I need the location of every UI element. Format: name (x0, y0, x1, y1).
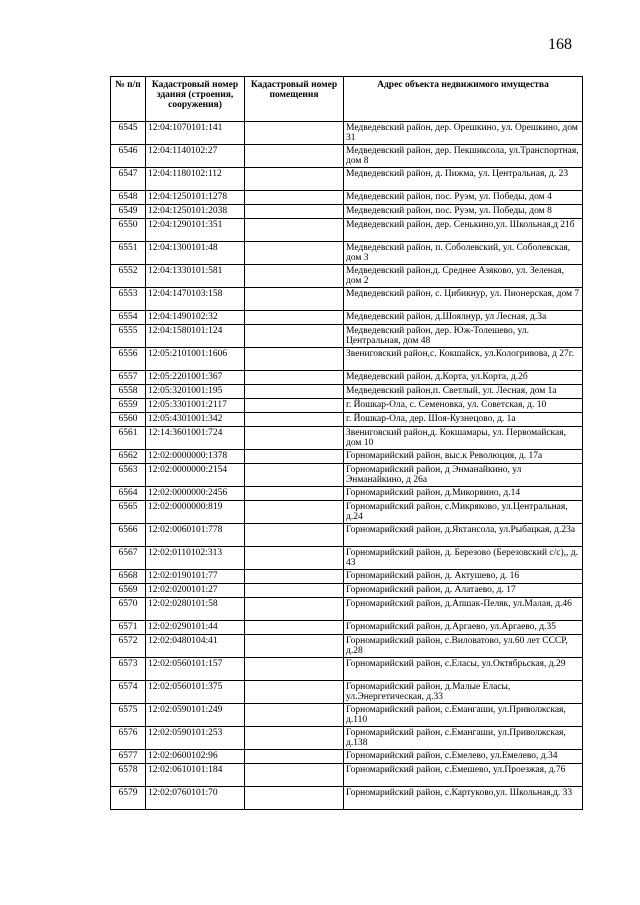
address-cell: Звениговский район,д. Кокшамары, ул. Первомайская, дом 10 (344, 427, 583, 450)
room-cadastral-number-cell (245, 265, 344, 288)
row-number-cell: 6579 (111, 787, 146, 810)
table-row (111, 704, 583, 727)
row-number-cell: 6561 (111, 427, 146, 450)
address-cell: Горномарийский район, с.Емелево, ул.Емелево, д.34 (344, 750, 583, 764)
building-cadastral-number-cell: 12:02:0000000:1378 (146, 450, 245, 464)
address-cell: Горномарийский район, д.Апшак-Пеляк, ул.Малая, д.46 (344, 598, 583, 621)
building-cadastral-number-cell: 12:05:4301001:342 (146, 413, 245, 427)
room-cadastral-number-cell (245, 524, 344, 547)
row-number-cell: 6548 (111, 191, 146, 205)
address-cell: Горномарийский район, выс.к Революция, д. 17а (344, 450, 583, 464)
table-row (111, 371, 583, 385)
building-cadastral-number-cell: 12:04:1140102:27 (146, 145, 245, 168)
row-number-cell: 6569 (111, 584, 146, 598)
building-cadastral-number-cell: 12:02:0480104:41 (146, 635, 245, 658)
building-cadastral-number-cell: 12:05:2201001:367 (146, 371, 245, 385)
building-cadastral-number-cell: 12:04:1250101:1278 (146, 191, 245, 205)
table-row (111, 501, 583, 524)
room-cadastral-number-cell (245, 348, 344, 371)
room-cadastral-number-cell (245, 487, 344, 501)
table-row (111, 191, 583, 205)
address-cell: Медведевский район, дер. Пекшиксола, ул.Транспортная, дом 8 (344, 145, 583, 168)
row-number-cell: 6570 (111, 598, 146, 621)
table-row (111, 584, 583, 598)
building-cadastral-number-cell: 12:02:0190101:77 (146, 570, 245, 584)
room-cadastral-number-cell (245, 764, 344, 787)
address-cell: Горномарийский район, д.Малые Еласы, ул.Энергетическая, д.33 (344, 681, 583, 704)
row-number-cell: 6573 (111, 658, 146, 681)
row-number-cell: 6562 (111, 450, 146, 464)
building-cadastral-number-cell: 12:05:2101001:1606 (146, 348, 245, 371)
row-number-cell: 6545 (111, 122, 146, 145)
header-address: Адрес объекта недвижимого имущества (344, 77, 583, 122)
header-room-cadastral-number: Кадастровый номер помещения (245, 77, 344, 122)
table-row (111, 399, 583, 413)
building-cadastral-number-cell: 12:02:0590101:249 (146, 704, 245, 727)
building-cadastral-number-cell: 12:04:1580101:124 (146, 325, 245, 348)
building-cadastral-number-cell: 12:02:0060101:778 (146, 524, 245, 547)
address-cell: Горномарийский район, с.Виловатово, ул.60 лет СССР, д.28 (344, 635, 583, 658)
building-cadastral-number-cell: 12:04:1250101:2038 (146, 205, 245, 219)
room-cadastral-number-cell (245, 385, 344, 399)
table-row (111, 464, 583, 487)
table-row (111, 168, 583, 191)
row-number-cell: 6564 (111, 487, 146, 501)
table-row (111, 787, 583, 810)
room-cadastral-number-cell (245, 570, 344, 584)
room-cadastral-number-cell (245, 635, 344, 658)
table-row (111, 524, 583, 547)
table-row (111, 413, 583, 427)
table-row (111, 621, 583, 635)
building-cadastral-number-cell: 12:02:0200101:27 (146, 584, 245, 598)
table-row (111, 635, 583, 658)
row-number-cell: 6550 (111, 219, 146, 242)
row-number-cell: 6558 (111, 385, 146, 399)
room-cadastral-number-cell (245, 205, 344, 219)
row-number-cell: 6576 (111, 727, 146, 750)
address-cell: Медведевский район, дер. Орешкино, ул. Орешкино, дом 31 (344, 122, 583, 145)
room-cadastral-number-cell (245, 288, 344, 311)
building-cadastral-number-cell: 12:04:1470103:158 (146, 288, 245, 311)
address-cell: г. Йошкар-Ола, дер. Шоя-Кузнецово, д. 1а (344, 413, 583, 427)
address-cell: Медведевский район, пос. Руэм, ул. Победы, дом 8 (344, 205, 583, 219)
building-cadastral-number-cell: 12:02:0280101:58 (146, 598, 245, 621)
row-number-cell: 6549 (111, 205, 146, 219)
room-cadastral-number-cell (245, 371, 344, 385)
row-number-cell: 6575 (111, 704, 146, 727)
address-cell: Медведевский район, пос. Руэм, ул. Победы, дом 4 (344, 191, 583, 205)
address-cell: Горномарийский район, д. Актушево, д. 16 (344, 570, 583, 584)
table-row (111, 348, 583, 371)
row-number-cell: 6571 (111, 621, 146, 635)
row-number-cell: 6556 (111, 348, 146, 371)
table-row (111, 727, 583, 750)
room-cadastral-number-cell (245, 598, 344, 621)
address-cell: Медведевский район,д. Среднее Азяково, ул. Зеленая, дом 2 (344, 265, 583, 288)
table-row (111, 764, 583, 787)
building-cadastral-number-cell: 12:02:0560101:157 (146, 658, 245, 681)
building-cadastral-number-cell: 12:05:3301001:2117 (146, 399, 245, 413)
header-building-cadastral-number: Кадастровый номер здания (строения, сооружения) (146, 77, 245, 122)
table-row (111, 145, 583, 168)
room-cadastral-number-cell (245, 145, 344, 168)
table-row (111, 122, 583, 145)
row-number-cell: 6554 (111, 311, 146, 325)
building-cadastral-number-cell: 12:02:0600102:96 (146, 750, 245, 764)
address-cell: Горномарийский район, д.Аргаево, ул.Аргаево, д.35 (344, 621, 583, 635)
address-cell: Горномарийский район, с.Картуково,ул. Школьная,д. 33 (344, 787, 583, 810)
table-row (111, 311, 583, 325)
address-cell: Медведевский район, д. Пижма, ул. Центральная, д. 23 (344, 168, 583, 191)
table-row (111, 325, 583, 348)
room-cadastral-number-cell (245, 122, 344, 145)
table-row (111, 385, 583, 399)
room-cadastral-number-cell (245, 168, 344, 191)
row-number-cell: 6578 (111, 764, 146, 787)
address-cell: Горномарийский район, д.Микорвино, д.14 (344, 487, 583, 501)
row-number-cell: 6565 (111, 501, 146, 524)
room-cadastral-number-cell (245, 658, 344, 681)
room-cadastral-number-cell (245, 727, 344, 750)
table-row (111, 450, 583, 464)
table-body (111, 122, 583, 810)
building-cadastral-number-cell: 12:02:0590101:253 (146, 727, 245, 750)
room-cadastral-number-cell (245, 464, 344, 487)
row-number-cell: 6551 (111, 242, 146, 265)
table-row (111, 750, 583, 764)
table-row (111, 547, 583, 570)
building-cadastral-number-cell: 12:04:1490102:32 (146, 311, 245, 325)
row-number-cell: 6560 (111, 413, 146, 427)
address-cell: Горномарийский район, д. Березово (Березовский с/с),, д. 43 (344, 547, 583, 570)
room-cadastral-number-cell (245, 621, 344, 635)
table-row (111, 265, 583, 288)
room-cadastral-number-cell (245, 501, 344, 524)
table-row (111, 598, 583, 621)
room-cadastral-number-cell (245, 191, 344, 205)
table-row (111, 219, 583, 242)
property-register-table (110, 76, 583, 810)
room-cadastral-number-cell (245, 427, 344, 450)
page-number: 168 (548, 36, 572, 53)
address-cell: Горномарийский район, д.Яктансола, ул.Рыбацкая, д.23а (344, 524, 583, 547)
table-row (111, 487, 583, 501)
building-cadastral-number-cell: 12:02:0000000:2154 (146, 464, 245, 487)
building-cadastral-number-cell: 12:02:0290101:44 (146, 621, 245, 635)
row-number-cell: 6574 (111, 681, 146, 704)
room-cadastral-number-cell (245, 219, 344, 242)
address-cell: Медведевский район,п. Светлый, ул. Лесная, дом 1а (344, 385, 583, 399)
building-cadastral-number-cell: 12:05:3201001:195 (146, 385, 245, 399)
table-row (111, 427, 583, 450)
row-number-cell: 6559 (111, 399, 146, 413)
table-row (111, 570, 583, 584)
row-number-cell: 6553 (111, 288, 146, 311)
row-number-cell: 6552 (111, 265, 146, 288)
address-cell: Горномарийский район, д. Алатаево, д. 17 (344, 584, 583, 598)
address-cell: Медведевский район, дер. Сенькино,ул. Школьная,д 21б (344, 219, 583, 242)
row-number-cell: 6568 (111, 570, 146, 584)
building-cadastral-number-cell: 12:02:0610101:184 (146, 764, 245, 787)
table-row (111, 658, 583, 681)
room-cadastral-number-cell (245, 242, 344, 265)
address-cell: Медведевский район, дер. Юж-Толешево, ул. Центральная, дом 48 (344, 325, 583, 348)
header-row-number: № п/п (111, 77, 146, 122)
room-cadastral-number-cell (245, 311, 344, 325)
row-number-cell: 6572 (111, 635, 146, 658)
row-number-cell: 6577 (111, 750, 146, 764)
building-cadastral-number-cell: 12:04:1300101:48 (146, 242, 245, 265)
row-number-cell: 6563 (111, 464, 146, 487)
row-number-cell: 6547 (111, 168, 146, 191)
address-cell: Горномарийский район, с.Емангаши, ул.Приволжская, д.110 (344, 704, 583, 727)
building-cadastral-number-cell: 12:02:0760101:70 (146, 787, 245, 810)
table-row (111, 288, 583, 311)
room-cadastral-number-cell (245, 704, 344, 727)
building-cadastral-number-cell: 12:04:1180102:112 (146, 168, 245, 191)
address-cell: Медведевский район, д.Шоялнур, ул Лесная, д.3а (344, 311, 583, 325)
room-cadastral-number-cell (245, 584, 344, 598)
building-cadastral-number-cell: 12:02:0000000:819 (146, 501, 245, 524)
address-cell: г. Йошкар-Ола, с. Семеновка, ул. Советская, д. 10 (344, 399, 583, 413)
building-cadastral-number-cell: 12:14:3601001:724 (146, 427, 245, 450)
room-cadastral-number-cell (245, 325, 344, 348)
address-cell: Горномарийский район, с.Емангаши, ул.Приволжская, д.138 (344, 727, 583, 750)
address-cell: Горномарийский район, с.Еласы, ул.Октябрьская, д.29 (344, 658, 583, 681)
table-row (111, 242, 583, 265)
table-header-row (111, 77, 583, 122)
room-cadastral-number-cell (245, 413, 344, 427)
address-cell: Звениговский район,с. Кокшайск, ул.Кологривова, д 27г. (344, 348, 583, 371)
row-number-cell: 6555 (111, 325, 146, 348)
room-cadastral-number-cell (245, 547, 344, 570)
room-cadastral-number-cell (245, 750, 344, 764)
building-cadastral-number-cell: 12:04:1330101:581 (146, 265, 245, 288)
address-cell: Горномарийский район, с.Микряково, ул.Центральная, д.24 (344, 501, 583, 524)
address-cell: Горномарийский район, д Энманайкино, ул Энманайкино, д 26а (344, 464, 583, 487)
row-number-cell: 6557 (111, 371, 146, 385)
row-number-cell: 6567 (111, 547, 146, 570)
address-cell: Медведевский район, с. Цибикнур, ул. Пионерская, дом 7 (344, 288, 583, 311)
building-cadastral-number-cell: 12:02:0110102:313 (146, 547, 245, 570)
room-cadastral-number-cell (245, 450, 344, 464)
row-number-cell: 6546 (111, 145, 146, 168)
address-cell: Медведевский район, п. Соболевский, ул. Соболевская, дом 3 (344, 242, 583, 265)
room-cadastral-number-cell (245, 399, 344, 413)
building-cadastral-number-cell: 12:02:0000000:2456 (146, 487, 245, 501)
building-cadastral-number-cell: 12:04:1290101:351 (146, 219, 245, 242)
room-cadastral-number-cell (245, 681, 344, 704)
building-cadastral-number-cell: 12:04:1070101:141 (146, 122, 245, 145)
building-cadastral-number-cell: 12:02:0560101:375 (146, 681, 245, 704)
address-cell: Горномарийский район, с.Емешево, ул.Проезжая, д.76 (344, 764, 583, 787)
address-cell: Медведевский район, д.Корта, ул.Корта, д.2б (344, 371, 583, 385)
room-cadastral-number-cell (245, 787, 344, 810)
row-number-cell: 6566 (111, 524, 146, 547)
table-row (111, 205, 583, 219)
table-row (111, 681, 583, 704)
